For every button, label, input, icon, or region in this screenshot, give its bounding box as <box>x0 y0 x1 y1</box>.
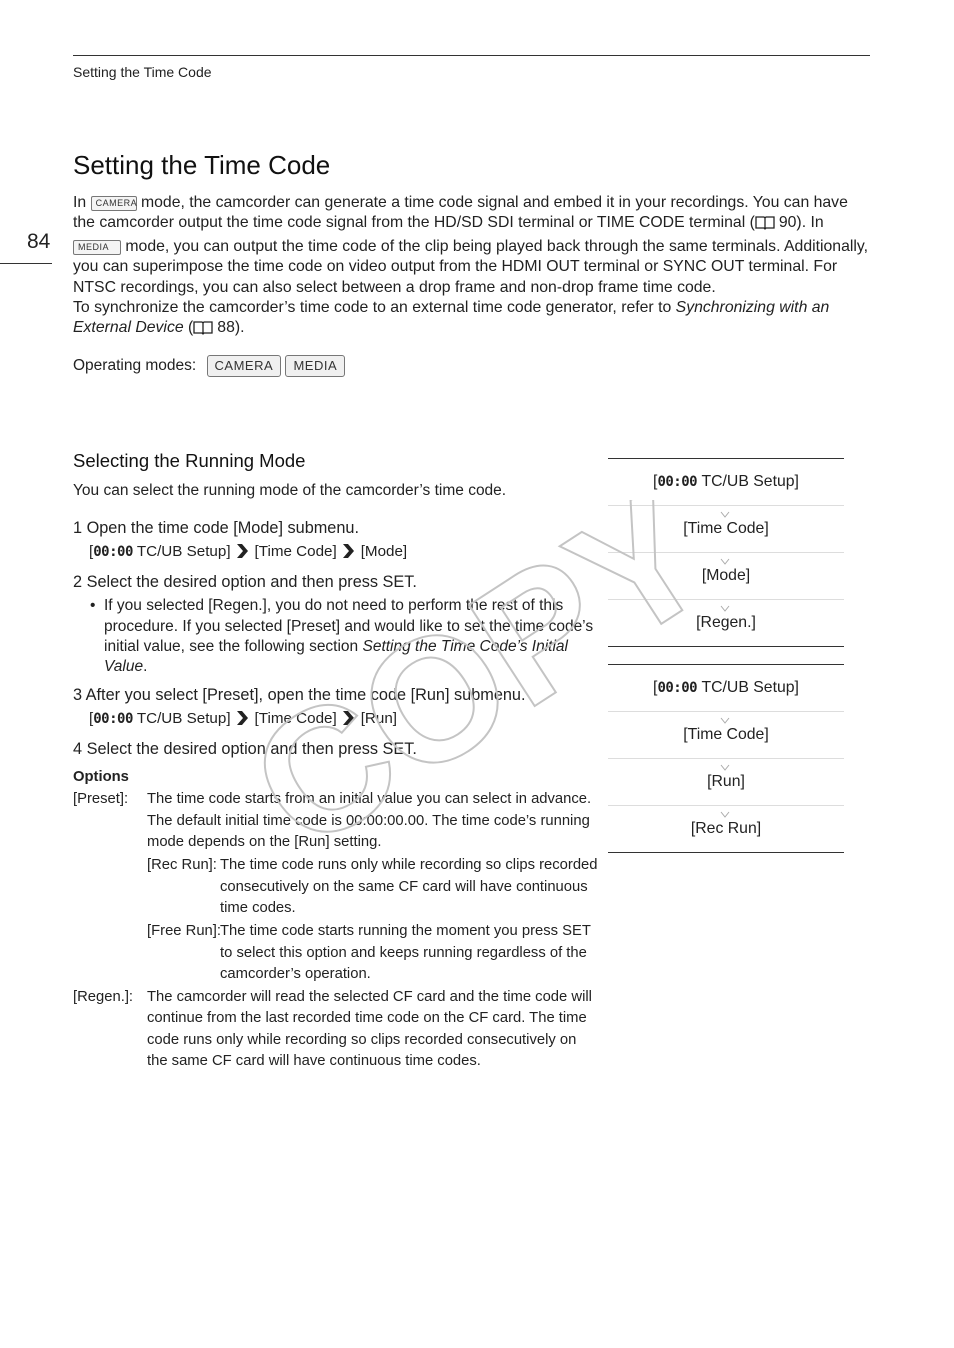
menu-flow-run <box>608 664 844 853</box>
chevron-down-icon <box>720 505 730 523</box>
steps-list <box>73 518 598 1072</box>
step-2: 2 Select the desired option and then press SET. <box>73 572 417 591</box>
step-1: 1 Open the time code [Mode] submenu. <box>73 519 359 537</box>
chevron-down-icon <box>720 599 730 617</box>
option-term: [Rec Run]: <box>147 857 217 874</box>
svg-text:COPY: COPY <box>260 500 700 840</box>
option-rec-run <box>147 855 598 919</box>
menu-item-tc-ub-setup: [ 00:00 TC/UB Setup] <box>653 679 799 696</box>
menu-item-rec-run: [Rec Run] <box>608 805 844 852</box>
option-description: The camcorder will read the selected CF card and the time code will continue from the last recorded time code on the CF card. The time code runs only while recording so clips recorded consecutively on the same CF card will have continuous time codes. <box>147 989 592 1070</box>
page-number-rule <box>0 263 52 264</box>
step-4: 4 Select the desired option and then press SET. <box>73 739 417 758</box>
menu-arrow-icon <box>235 543 251 565</box>
tc-setup-icon: 00:00 <box>93 711 133 728</box>
step-3: 3 After you select [Preset], open the time code [Run] submenu. <box>73 685 526 704</box>
media-mode-icon: MEDIA <box>73 240 121 255</box>
book-reference-icon <box>755 215 775 236</box>
tc-setup-icon: 00:00 <box>657 474 698 490</box>
menu-item-regen: [Regen.] <box>608 599 844 646</box>
menu-item-mode: [Mode] <box>608 552 844 599</box>
chevron-down-icon <box>720 711 730 729</box>
menu-item-run: [Run] <box>608 758 844 805</box>
initial-value-reference: Setting the Time Code’s Initial Value <box>104 638 568 676</box>
option-term: [Preset]: <box>73 791 129 808</box>
menu-item-tc-ub-setup: [ 00:00 TC/UB Setup] <box>653 473 799 490</box>
operating-modes-label: Operating modes: <box>73 357 197 374</box>
option-preset <box>73 789 598 853</box>
header-rule <box>73 55 870 56</box>
menu-flow-mode <box>608 458 844 647</box>
chevron-down-icon <box>720 758 730 776</box>
page-number: 84 <box>27 230 51 253</box>
chevron-down-icon <box>720 805 730 823</box>
step-2-note: • If you selected [Regen.], you do not need to perform the rest of this procedure. If you selected [Preset] and would like to set the time code’s initial value, see the following section Setting the Time Code’s Initial Value. <box>90 597 594 676</box>
menu-item-time-code: [Time Code] <box>608 711 844 758</box>
intro-paragraph-1: In CAMERA mode, the camcorder can generate a time code signal and embed it in your recordings. You can have the camcorder output the time code signal from the HD/SD SDI terminal or TIME CODE terminal ( 90). In MEDIA mode, you can output the time code of the clip being played back through the same terminals. Additionally, you can superimpose the time code on video output from the HDMI OUT terminal or SYNC OUT terminal. For NTSC recordings, you can also select between a drop frame and non-drop frame time code. <box>73 194 868 296</box>
bullet-icon: • <box>90 597 96 615</box>
chevron-down-icon <box>720 552 730 570</box>
section-intro: You can select the running mode of the camcorder’s time code. <box>73 482 507 499</box>
tc-setup-icon: 00:00 <box>657 680 698 696</box>
intro-text <box>73 193 873 342</box>
option-regen <box>73 987 598 1072</box>
menu-arrow-icon <box>341 543 357 565</box>
operating-modes <box>73 355 345 377</box>
book-reference-icon <box>193 320 213 341</box>
menu-path-1: [00:00 TC/UB Setup] [Time Code] [Mode] <box>89 542 598 565</box>
option-description: The time code starts from an initial value you can select in advance. The default initial time code is 00:00:00.00. The time code’s running mode depends on the [Run] setting. <box>147 791 592 851</box>
running-header: Setting the Time Code <box>73 64 212 80</box>
page-title: Setting the Time Code <box>73 150 331 180</box>
menu-arrow-icon <box>341 710 357 732</box>
menu-arrow-icon <box>235 710 251 732</box>
tc-setup-icon: 00:00 <box>93 544 133 561</box>
option-free-run <box>147 921 598 985</box>
media-mode-badge: MEDIA <box>285 355 345 377</box>
camera-mode-badge: CAMERA <box>207 355 282 377</box>
section-title: Selecting the Running Mode <box>73 450 306 471</box>
options-title: Options <box>73 769 129 786</box>
camera-mode-icon: CAMERA <box>91 196 137 211</box>
intro-paragraph-2: To synchronize the camcorder’s time code to an external time code generator, refer to Synchronizing with an External Device ( 88). <box>73 298 873 342</box>
option-term: [Regen.]: <box>73 989 134 1006</box>
external-device-reference: Synchronizing with an External Device <box>73 299 830 337</box>
option-description: The time code starts running the moment you press SET to select this option and keeps running regardless of the camcorder’s operation. <box>220 923 591 982</box>
option-term: [Free Run]: <box>147 923 222 940</box>
option-description: The time code runs only while recording so clips recorded consecutively on the same CF card will have continuous time codes. <box>220 857 598 916</box>
menu-item-time-code: [Time Code] <box>608 505 844 552</box>
menu-path-3: [00:00 TC/UB Setup] [Time Code] [Run] <box>89 709 598 732</box>
